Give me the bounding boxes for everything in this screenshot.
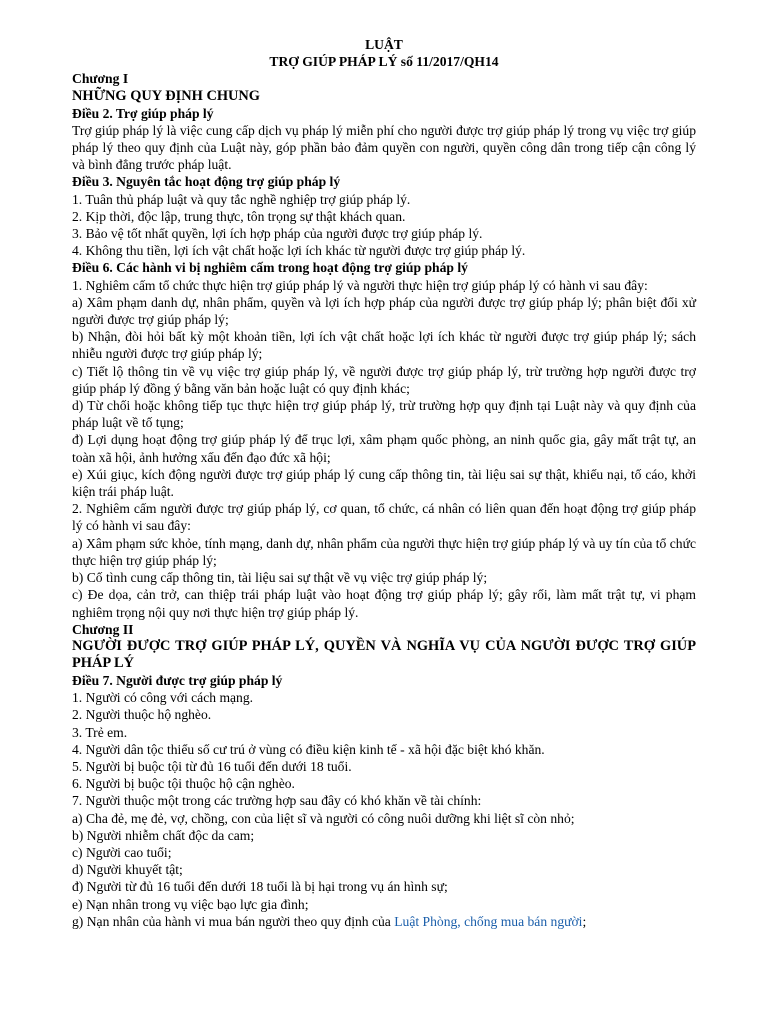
article-6-1-item: c) Tiết lộ thông tin về vụ việc trợ giúp pháp lý, về người được trợ giúp pháp lý, trừ trường hợp người được trợ giúp pháp lý đồng ý bằng văn bản hoặc luật có quy định khác; [72, 363, 696, 396]
article-7-item: c) Người cao tuổi; [72, 844, 172, 860]
article-7-item: 4. Người dân tộc thiểu số cư trú ở vùng có điều kiện kinh tế - xã hội đặc biệt khó khăn. [72, 741, 545, 757]
article-2-title: Điều 2. Trợ giúp pháp lý [72, 105, 214, 121]
article-3-item: 3. Bảo vệ tốt nhất quyền, lợi ích hợp pháp của người được trợ giúp pháp lý. [72, 226, 483, 242]
article-7-item-last [72, 913, 696, 930]
article-3-item: 2. Kịp thời, độc lập, trung thực, tôn trọng sự thật khách quan. [72, 208, 406, 224]
article-3-title: Điều 3. Nguyên tắc hoạt động trợ giúp pháp lý [72, 174, 341, 190]
article-7-item: 3. Trẻ em. [72, 724, 128, 740]
article-7-item: d) Người khuyết tật; [72, 862, 183, 878]
article-7-item: 1. Người có công với cách mạng. [72, 690, 254, 706]
article-7-item: a) Cha đẻ, mẹ đẻ, vợ, chồng, con của liệt sĩ và người có công nuôi dưỡng khi liệt sĩ còn nhỏ; [72, 810, 575, 826]
article-7-item: 6. Người bị buộc tội thuộc hộ cận nghèo. [72, 776, 295, 792]
article-6-1-item: a) Xâm phạm danh dự, nhân phẩm, quyền và lợi ích hợp pháp của người được trợ giúp pháp lý; phân biệt đối xử người được trợ giúp pháp lý; [72, 294, 696, 328]
chapter-1-title: NHỮNG QUY ĐỊNH CHUNG [72, 87, 261, 104]
article-6-clause-1: 1. Nghiêm cấm tổ chức thực hiện trợ giúp pháp lý và người thực hiện trợ giúp pháp lý có hành vi sau đây: [72, 277, 648, 293]
article-3-item: 4. Không thu tiền, lợi ích vật chất hoặc lợi ích khác từ người được trợ giúp pháp lý. [72, 243, 526, 259]
chapter-1-label: Chương I [72, 71, 129, 87]
article-3-item: 1. Tuân thủ pháp luật và quy tắc nghề nghiệp trợ giúp pháp lý. [72, 191, 411, 207]
article-7-item: 2. Người thuộc hộ nghèo. [72, 707, 212, 723]
article-6-2-item: b) Cố tình cung cấp thông tin, tài liệu sai sự thật về vụ việc trợ giúp pháp lý; [72, 570, 488, 586]
article-6-2-item: c) Đe dọa, cản trở, can thiệp trái pháp luật vào hoạt động trợ giúp pháp lý; gây rối, làm mất trật tự, vi phạm nghiêm trọng nội quy nơi thực hiện trợ giúp pháp lý. [72, 587, 696, 620]
article-6-1-item: d) Từ chối hoặc không tiếp tục thực hiện trợ giúp pháp lý, trừ trường hợp quy định tại Luật này và quy định của pháp luật về tố tụng; [72, 398, 696, 431]
article-6-1-item: đ) Lợi dụng hoạt động trợ giúp pháp lý để trục lợi, xâm phạm quốc phòng, an ninh quốc gia, gây mất trật tự, an toàn xã hội, ảnh hưởng xấu đến đạo đức xã hội; [72, 432, 696, 465]
article-2-body: Trợ giúp pháp lý là việc cung cấp dịch vụ pháp lý miễn phí cho người được trợ giúp pháp lý trong vụ việc trợ giúp pháp lý theo quy định của Luật này, góp phần bảo đảm quyền con người, quyền công dân trong tiếp cận công lý và bình đẳng trước pháp luật. [72, 122, 696, 173]
law-title: TRỢ GIÚP PHÁP LÝ số 11/2017/QH14 [269, 54, 499, 70]
article-6-1-item: e) Xúi giục, kích động người được trợ giúp pháp lý cung cấp thông tin, tài liệu sai sự thật, khiếu nại, tố cáo, khởi kiện trái pháp luật. [72, 466, 696, 500]
article-7-item: e) Nạn nhân trong vụ việc bạo lực gia đình; [72, 896, 309, 912]
article-6-title: Điều 6. Các hành vi bị nghiêm cấm trong hoạt động trợ giúp pháp lý [72, 260, 468, 276]
chapter-2-title: NGƯỜI ĐƯỢC TRỢ GIÚP PHÁP LÝ, QUYỀN VÀ NGHĨA VỤ CỦA NGƯỜI ĐƯỢC TRỢ GIÚP PHÁP LÝ [72, 637, 696, 671]
article-7-item: đ) Người từ đủ 16 tuổi đến dưới 18 tuổi là bị hại trong vụ án hình sự; [72, 879, 448, 895]
article-7-item: 5. Người bị buộc tội từ đủ 16 tuổi đến dưới 18 tuổi. [72, 758, 352, 774]
law-heading: LUẬT [365, 37, 403, 52]
article-7-item: b) Người nhiễm chất độc da cam; [72, 827, 255, 843]
article-6-clause-2: 2. Nghiêm cấm người được trợ giúp pháp lý, cơ quan, tổ chức, cá nhân có liên quan đến hoạt động trợ giúp pháp lý có hành vi sau đây: [72, 501, 696, 534]
article-7-item: 7. Người thuộc một trong các trường hợp sau đây có khó khăn về tài chính: [72, 793, 482, 809]
article-6-2-item: a) Xâm phạm sức khỏe, tính mạng, danh dự, nhân phẩm của người thực hiện trợ giúp pháp lý và uy tín của tổ chức thực hiện trợ giúp pháp lý; [72, 535, 696, 568]
article-7-item-last-suffix: ; [582, 913, 587, 929]
law-link[interactable]: Luật Phòng, chống mua bán người [394, 913, 583, 929]
article-7-item-last-prefix: g) Nạn nhân của hành vi mua bán người theo quy định của [72, 913, 395, 929]
article-7-title: Điều 7. Người được trợ giúp pháp lý [72, 672, 283, 688]
article-6-1-item: b) Nhận, đòi hỏi bất kỳ một khoản tiền, lợi ích vật chất hoặc lợi ích khác từ người được trợ giúp pháp lý; sách nhiễu người được trợ giúp pháp lý; [72, 329, 696, 362]
chapter-2-label: Chương II [72, 621, 134, 637]
